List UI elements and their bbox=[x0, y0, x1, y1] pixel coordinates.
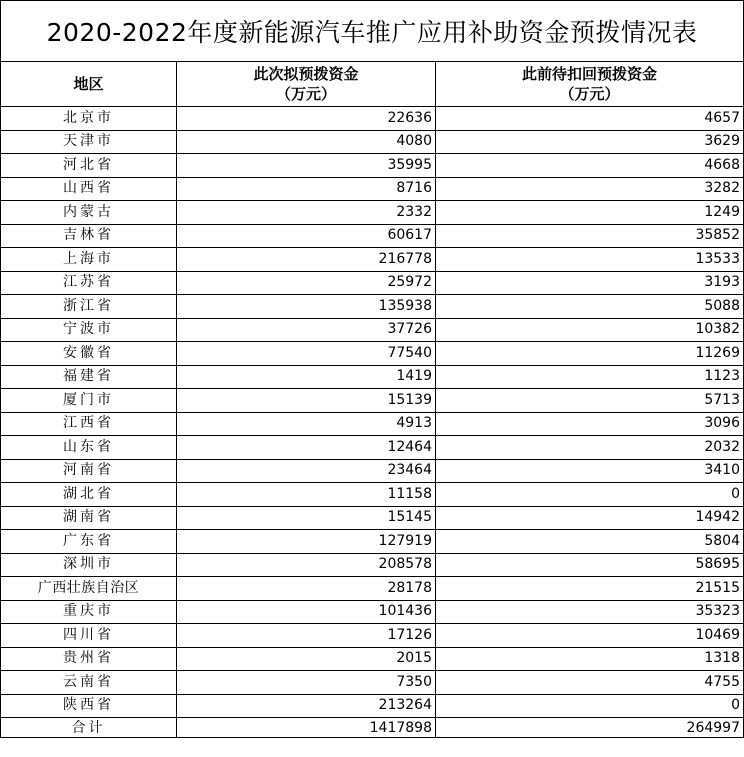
allocate-cell: 4913 bbox=[177, 412, 436, 436]
table-row bbox=[1, 177, 744, 201]
allocate-cell: 135938 bbox=[177, 295, 436, 319]
table-row bbox=[1, 107, 744, 131]
region-cell: 北京市 bbox=[1, 107, 177, 131]
region-cell: 云南省 bbox=[1, 671, 177, 695]
table-body bbox=[1, 107, 744, 718]
clawback-cell: 10382 bbox=[436, 318, 744, 342]
table-row bbox=[1, 553, 744, 577]
region-cell: 浙江省 bbox=[1, 295, 177, 319]
total-allocate: 1417898 bbox=[177, 718, 436, 738]
allocate-cell: 8716 bbox=[177, 177, 436, 201]
allocate-cell: 37726 bbox=[177, 318, 436, 342]
region-cell: 陕西省 bbox=[1, 694, 177, 718]
table-row bbox=[1, 154, 744, 178]
allocate-cell: 28178 bbox=[177, 577, 436, 601]
region-cell: 天津市 bbox=[1, 130, 177, 154]
allocate-cell: 216778 bbox=[177, 248, 436, 272]
clawback-cell: 11269 bbox=[436, 342, 744, 366]
allocate-cell: 101436 bbox=[177, 600, 436, 624]
table-row bbox=[1, 130, 744, 154]
table-row bbox=[1, 530, 744, 554]
allocate-cell: 11158 bbox=[177, 483, 436, 507]
allocate-cell: 2015 bbox=[177, 647, 436, 671]
clawback-cell: 21515 bbox=[436, 577, 744, 601]
clawback-cell: 3096 bbox=[436, 412, 744, 436]
clawback-cell: 5713 bbox=[436, 389, 744, 413]
clawback-cell: 3410 bbox=[436, 459, 744, 483]
clawback-cell: 13533 bbox=[436, 248, 744, 272]
region-cell: 江西省 bbox=[1, 412, 177, 436]
allocate-cell: 1419 bbox=[177, 365, 436, 389]
allocate-cell: 17126 bbox=[177, 624, 436, 648]
total-clawback: 264997 bbox=[436, 718, 744, 738]
clawback-cell: 0 bbox=[436, 694, 744, 718]
header-clawback bbox=[436, 62, 744, 107]
header-allocate-line1: 此次拟预拨资金 bbox=[253, 65, 359, 83]
region-cell: 内蒙古 bbox=[1, 201, 177, 225]
region-cell: 福建省 bbox=[1, 365, 177, 389]
allocate-cell: 15145 bbox=[177, 506, 436, 530]
table-row bbox=[1, 671, 744, 695]
allocate-cell: 25972 bbox=[177, 271, 436, 295]
region-cell: 湖北省 bbox=[1, 483, 177, 507]
clawback-cell: 1249 bbox=[436, 201, 744, 225]
allocate-cell: 77540 bbox=[177, 342, 436, 366]
allocate-cell: 213264 bbox=[177, 694, 436, 718]
header-region: 地区 bbox=[1, 62, 177, 107]
table-row bbox=[1, 624, 744, 648]
region-cell: 吉林省 bbox=[1, 224, 177, 248]
region-cell: 贵州省 bbox=[1, 647, 177, 671]
allocate-cell: 23464 bbox=[177, 459, 436, 483]
allocate-cell: 4080 bbox=[177, 130, 436, 154]
region-cell: 重庆市 bbox=[1, 600, 177, 624]
table-row bbox=[1, 647, 744, 671]
clawback-cell: 4657 bbox=[436, 107, 744, 131]
table-row bbox=[1, 600, 744, 624]
table-row bbox=[1, 483, 744, 507]
header-clawback-line1: 此前待扣回预拨资金 bbox=[521, 65, 657, 83]
region-cell: 四川省 bbox=[1, 624, 177, 648]
allocate-cell: 22636 bbox=[177, 107, 436, 131]
region-cell: 厦门市 bbox=[1, 389, 177, 413]
clawback-cell: 3193 bbox=[436, 271, 744, 295]
total-label: 合计 bbox=[1, 718, 177, 738]
table-row bbox=[1, 365, 744, 389]
region-cell: 上海市 bbox=[1, 248, 177, 272]
allocate-cell: 127919 bbox=[177, 530, 436, 554]
table-row bbox=[1, 694, 744, 718]
table-row bbox=[1, 342, 744, 366]
table-row bbox=[1, 436, 744, 460]
clawback-cell: 14942 bbox=[436, 506, 744, 530]
table-row bbox=[1, 201, 744, 225]
header-allocate bbox=[177, 62, 436, 107]
table-row bbox=[1, 506, 744, 530]
allocate-cell: 35995 bbox=[177, 154, 436, 178]
table-row bbox=[1, 295, 744, 319]
clawback-cell: 3282 bbox=[436, 177, 744, 201]
region-cell: 安徽省 bbox=[1, 342, 177, 366]
table-row bbox=[1, 459, 744, 483]
clawback-cell: 5804 bbox=[436, 530, 744, 554]
table-row bbox=[1, 318, 744, 342]
region-cell: 河南省 bbox=[1, 459, 177, 483]
clawback-cell: 10469 bbox=[436, 624, 744, 648]
region-cell: 宁波市 bbox=[1, 318, 177, 342]
clawback-cell: 1123 bbox=[436, 365, 744, 389]
table-row bbox=[1, 412, 744, 436]
clawback-cell: 1318 bbox=[436, 647, 744, 671]
table-title: 2020-2022年度新能源汽车推广应用补助资金预拨情况表 bbox=[1, 1, 744, 62]
allocate-cell: 7350 bbox=[177, 671, 436, 695]
clawback-cell: 0 bbox=[436, 483, 744, 507]
clawback-cell: 58695 bbox=[436, 553, 744, 577]
allocate-cell: 12464 bbox=[177, 436, 436, 460]
clawback-cell: 2032 bbox=[436, 436, 744, 460]
header-clawback-unit: （万元） bbox=[559, 85, 620, 103]
total-row bbox=[1, 718, 744, 738]
region-cell: 深圳市 bbox=[1, 553, 177, 577]
clawback-cell: 5088 bbox=[436, 295, 744, 319]
allocate-cell: 15139 bbox=[177, 389, 436, 413]
table-row bbox=[1, 271, 744, 295]
region-cell: 山西省 bbox=[1, 177, 177, 201]
table-row bbox=[1, 248, 744, 272]
allocate-cell: 208578 bbox=[177, 553, 436, 577]
region-cell: 广西壮族自治区 bbox=[1, 577, 177, 601]
table-row bbox=[1, 389, 744, 413]
clawback-cell: 4755 bbox=[436, 671, 744, 695]
clawback-cell: 35323 bbox=[436, 600, 744, 624]
allocate-cell: 2332 bbox=[177, 201, 436, 225]
table-row bbox=[1, 577, 744, 601]
clawback-cell: 35852 bbox=[436, 224, 744, 248]
region-cell: 广东省 bbox=[1, 530, 177, 554]
table-row bbox=[1, 224, 744, 248]
header-row bbox=[1, 62, 744, 107]
region-cell: 山东省 bbox=[1, 436, 177, 460]
region-cell: 湖南省 bbox=[1, 506, 177, 530]
region-cell: 河北省 bbox=[1, 154, 177, 178]
clawback-cell: 3629 bbox=[436, 130, 744, 154]
allocate-cell: 60617 bbox=[177, 224, 436, 248]
header-allocate-unit: （万元） bbox=[275, 85, 336, 103]
clawback-cell: 4668 bbox=[436, 154, 744, 178]
region-cell: 江苏省 bbox=[1, 271, 177, 295]
